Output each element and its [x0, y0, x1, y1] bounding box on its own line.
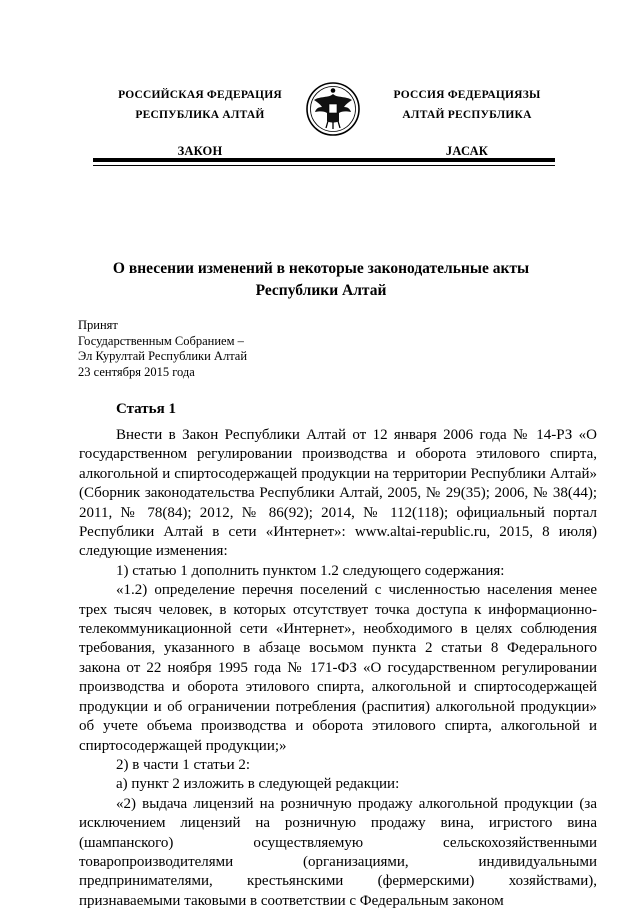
coat-of-arms-emblem — [302, 80, 364, 138]
header-left-republic: РЕСПУБЛИКА АЛТАЙ — [135, 109, 265, 121]
header-right-republic: АЛТАЙ РЕСПУБЛИКА — [402, 109, 532, 121]
document-title — [88, 258, 554, 302]
paragraph: 2) в части 1 статьи 2: — [116, 756, 251, 773]
header-divider-thick — [93, 158, 555, 162]
adoption-note — [78, 318, 247, 380]
paragraph: «2) выдача лицензий на розничную продажу алкогольной продукции (за исключением лицензий на розничную продажу вина, игристого вина (шампанского) осуществляемую сельскохозяйственными товаропроизводителями (организациями, индивидуальными предпринимателями, крестьянскими (фермерскими) хозяйствами), признаваемыми таковыми в соответствии с Федеральным законом — [79, 795, 597, 909]
paragraph: 1) статью 1 дополнить пунктом 1.2 следующего содержания: — [116, 562, 505, 579]
header-left-country: РОССИЙСКАЯ ФЕДЕРАЦИЯ — [118, 89, 282, 101]
adoption-note-line: Принят — [78, 318, 118, 332]
adoption-date: 23 сентября 2015 года — [78, 364, 195, 379]
header-left-doc-type: ЗАКОН — [177, 144, 223, 158]
header-divider-thin — [93, 165, 555, 166]
paragraph: «1.2) определение перечня поселений с численностью населения менее трех тысяч человек, в которых отсутствует точка доступа к информационно-телекоммуникационной сети «Интернет», необходимого в целях соблюдения требования, указанного в абзаце восьмом пункта 2 статьи 8 Федерального закона от 22 ноября 1995 года № 171-ФЗ «О государственном регулировании производства и оборота этилового спирта, алкогольной и спиртосодержащей продукции и об ограничении потребления (распития) алкогольной продукции» об учете объема производства и оборота этилового спирта, алкогольной и спиртосодержащей продукции;» — [79, 582, 597, 754]
header-right — [367, 85, 567, 161]
paragraph: Внести в Закон Республики Алтай от 12 января 2006 года № 14-РЗ «О государственном регулировании производства и оборота этилового спирта, алкогольной и спиртосодержащей продукции на территории Республики Алтай» (Сборник законодательства Республики Алтай, 2005, № 29(35); 2006, № 38(44); 2011, № 78(84); 2012, № 86(92); 2014, № 112(118); официальный портал Республики Алтай в сети «Интернет»: www.altai-republic.ru, 2015, 8 июля) следующие изменения: — [79, 427, 597, 560]
header-left — [100, 85, 300, 161]
adoption-note-line: Государственным Собранием – — [78, 333, 244, 348]
article-heading: Статья 1 — [116, 401, 176, 417]
document-title-line-2: Республики Алтай — [255, 282, 387, 299]
header-right-country: РОССИЯ ФЕДЕРАЦИЯЗЫ — [393, 89, 541, 101]
adoption-note-line: Эл Курултай Республики Алтай — [78, 349, 248, 363]
document-title-line-1: О внесении изменений в некоторые законодательные акты — [112, 260, 530, 277]
paragraph: а) пункт 2 изложить в следующей редакции: — [116, 776, 400, 793]
article-body — [79, 426, 597, 911]
header-right-doc-type: JАСАК — [445, 144, 489, 158]
